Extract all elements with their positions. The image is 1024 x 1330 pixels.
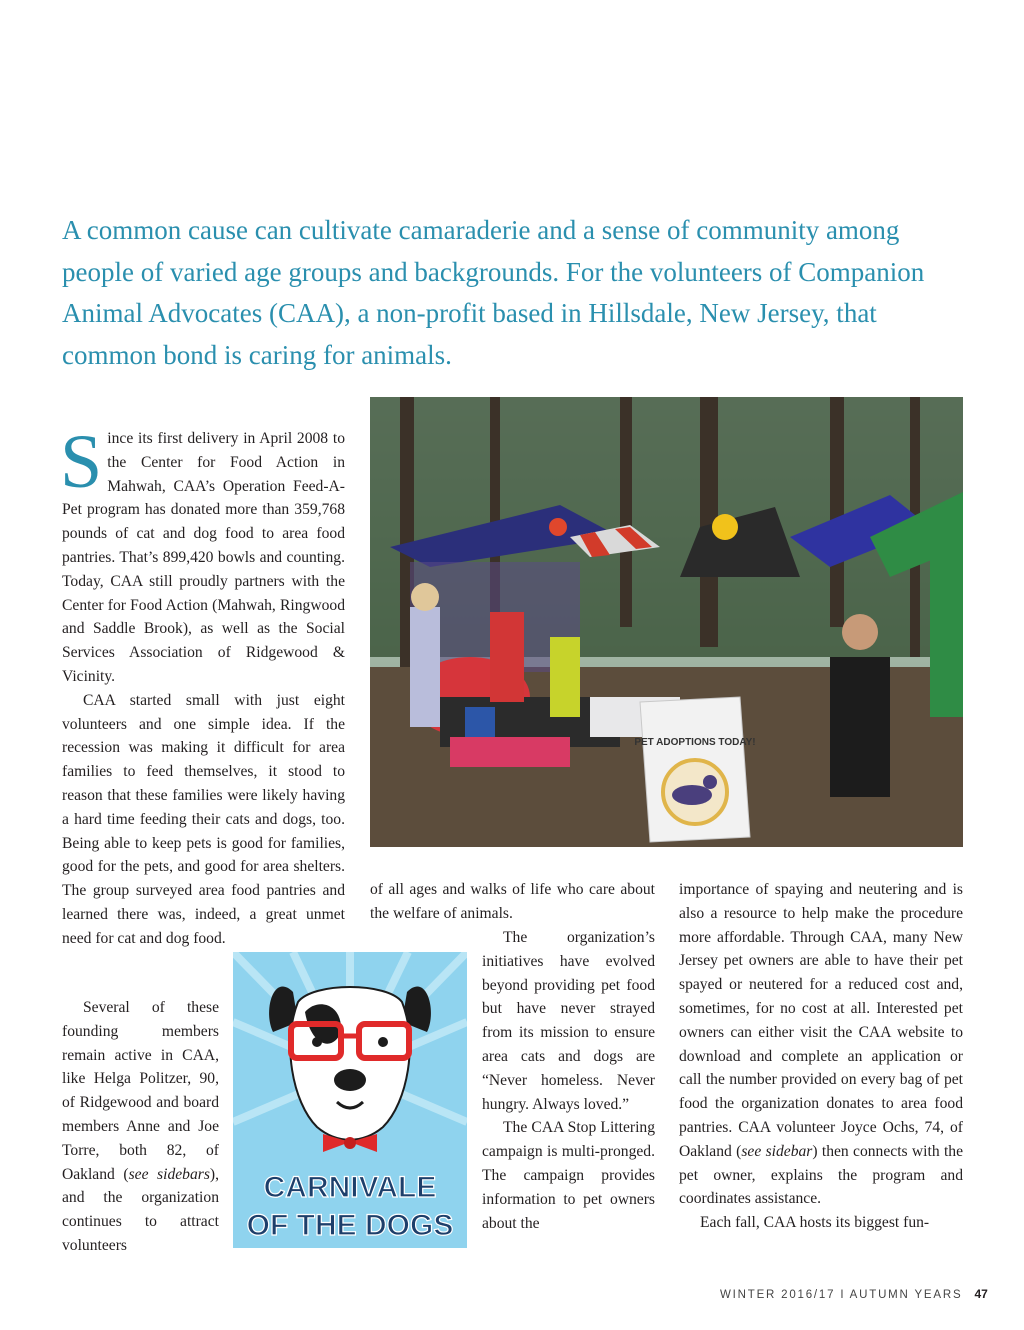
carnivale-poster-illustration xyxy=(233,952,467,1248)
paragraph-text: importance of spaying and neutering and is also a resource to help make the procedure more affordable. Through CAA, many New Jersey pet owners are able to have their pet spayed or neutered for a reduced cost and, sometimes, for no cost at all. Interested pet owners can either visit the CAA website to download and complete an application or call the number provided on every bag of pet food the organization donates to area food pantries. CAA volunteer Joyce Ochs, 74, of Oakland ( xyxy=(679,881,963,1160)
paragraph xyxy=(62,996,219,1258)
event-photo-illustration xyxy=(370,397,963,847)
article-column-1-lower xyxy=(62,996,219,1258)
paragraph: The CAA Stop Littering campaign is multi-pronged. The campaign provides information to pet owners about the xyxy=(482,1119,655,1232)
article-column-2 xyxy=(370,878,655,926)
poster-title-line-1: CARNIVALE xyxy=(263,1171,437,1204)
paragraph-text: ) then connects with the pet owner, explains the program and coordinates assistance. xyxy=(679,1142,963,1208)
intro-deck: A common cause can cultivate camaraderie and a sense of community among people of varied age groups and backgrounds. For the volunteers of Companion Animal Advocates (CAA), a non-profit based in Hillsdale, New Jersey, that common bond is caring for animals. xyxy=(62,215,925,370)
paragraph-text: Several of these founding members remain active in CAA, like Helga Politzer, 90, of Ridgewood and board members Anne and Joe Torre, both 82, of Oakland ( xyxy=(62,999,219,1183)
emphasis-text: see sidebar xyxy=(741,1142,813,1160)
paragraph: Each fall, CAA hosts its biggest fun- xyxy=(700,1214,930,1232)
poster-title-line-2: OF THE DOGS xyxy=(246,1209,454,1242)
event-photo xyxy=(370,397,963,847)
page-number: 47 xyxy=(974,1287,988,1301)
paragraph: The organization’s initiatives have evolved beyond providing pet food but have never strayed from its mission to ensure area cats and dogs are “Never homeless. Never hungry. Always loved.” xyxy=(482,929,655,1113)
paragraph-text: ), and the organization continues to attract volunteers xyxy=(62,1165,219,1254)
paragraph: CAA started small with just eight volunteers and one simple idea. If the recession was making it difficult for area families to feed themselves, it stood to reason that these families were likely having a hard time feeding their cats and dogs, too. Being able to keep pets is good for families, good for the pets, and good for area shelters. The group surveyed area food pantries and learned there was, indeed, a great unmet need for cat and dog food. xyxy=(62,691,345,947)
article-column-2-lower xyxy=(482,926,655,1235)
emphasis-text: see sidebars xyxy=(128,1165,210,1183)
drop-cap: S xyxy=(60,420,103,504)
paragraph xyxy=(60,420,345,689)
article-column-3 xyxy=(679,878,963,1235)
pet-adoptions-sign-text: PET ADOPTIONS TODAY! xyxy=(634,737,756,748)
issue-line: WINTER 2016/17 I AUTUMN YEARS xyxy=(720,1289,963,1301)
paragraph: of all ages and walks of life who care about the welfare of animals. xyxy=(370,881,655,922)
page-footer xyxy=(720,1287,988,1301)
article-column-1 xyxy=(60,420,345,951)
paragraph-text: ince its first delivery in April 2008 to the Center for Food Action in Mahwah, CAA’s Operation Feed-A-Pet program has donated more than 359,768 pounds of cat and dog food to area food pantries. That’s 899,420 bowls and counting. Today, CAA still proudly partners with the Center for Food Action (Mahwah, Ringwood and Saddle Brook), as well as the Social Services Association of Ridgewood & Vicinity. xyxy=(62,430,345,685)
paragraph xyxy=(679,878,963,1211)
carnivale-poster xyxy=(233,952,467,1248)
